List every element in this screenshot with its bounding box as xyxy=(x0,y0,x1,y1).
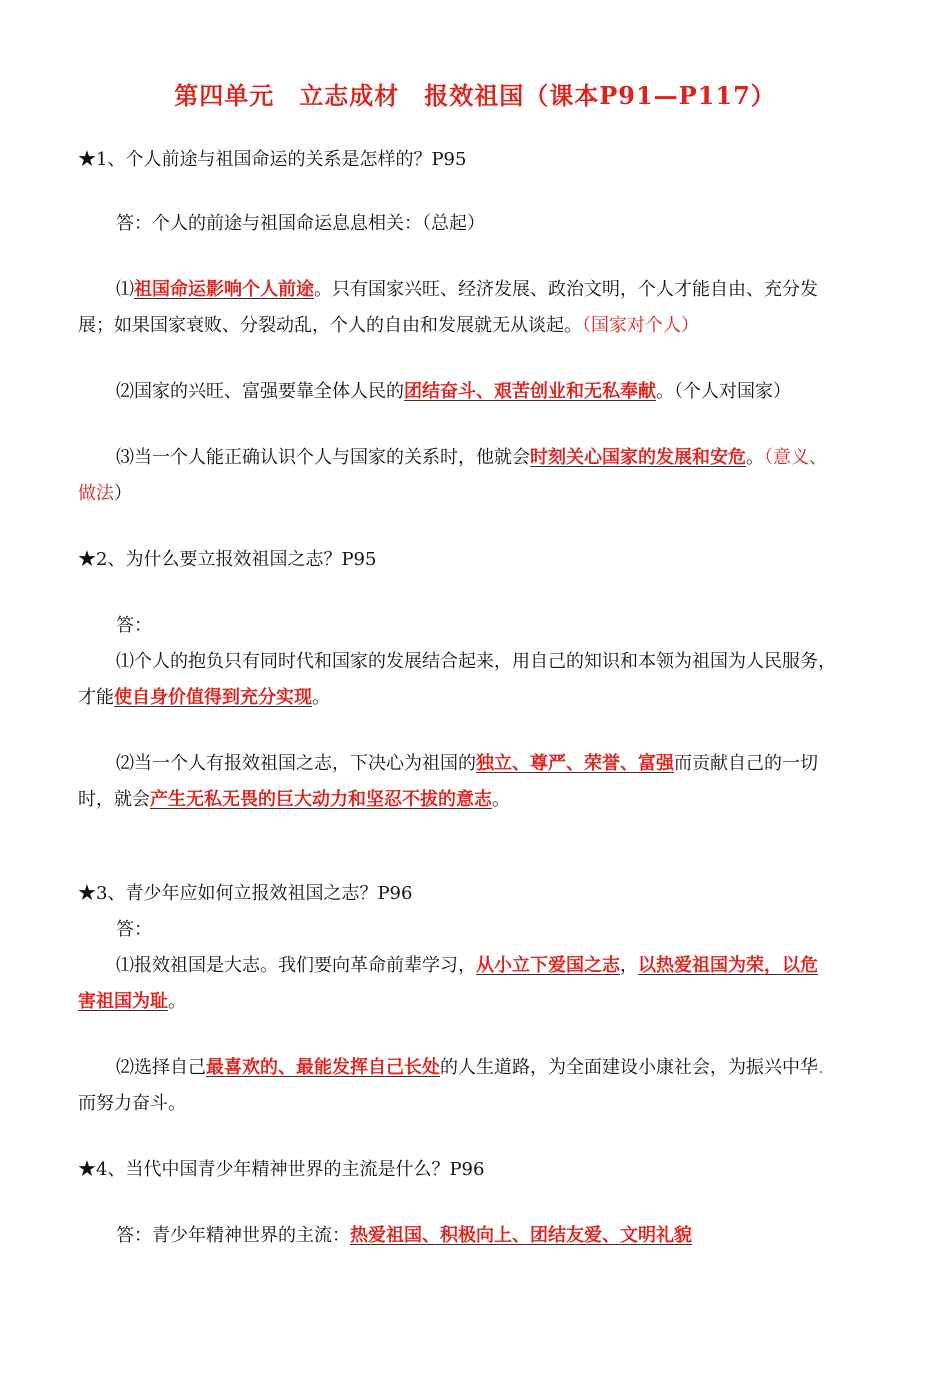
q4-answer-highlight: 热爱祖国、积极向上、团结友爱、文明礼貌 xyxy=(350,1225,692,1246)
q1-p1-line2: 展；如果国家衰败、分裂动乱，个人的自由和发展就无从谈起。 xyxy=(78,315,582,336)
q3-p2-post: 的人生道路，为全面建设小康社会，为振兴中华 xyxy=(440,1057,818,1078)
q1-p2-text: ⑵国家的兴旺、富强要靠全体人民的 xyxy=(116,381,404,402)
q4-answer-pre: 答：青少年精神世界的主流： xyxy=(116,1225,350,1246)
q3-answer-intro: 答： xyxy=(116,919,152,940)
q1-p3-note: （意义、 xyxy=(764,447,827,468)
q3-point-2-cont: 而努力奋斗。 xyxy=(78,1093,186,1114)
q3-p1-highlight-2: 以热爱祖国为荣，以危 xyxy=(638,955,818,976)
question-2: ★2、为什么要立报效祖国之志？P95 xyxy=(78,549,377,570)
page-title: 第四单元 立志成材 报效祖国（课本P91—P117） xyxy=(174,81,776,110)
q3-p1-comma: ， xyxy=(620,955,638,976)
q3-p1-pre: ⑴报效祖国是大志。我们要向革命前辈学习， xyxy=(116,955,476,976)
q1-point-1-cont xyxy=(78,314,878,338)
q1-p1-note: （国家对个人） xyxy=(582,315,699,336)
q3-p1-highlight-3: 害祖国为耻 xyxy=(78,991,168,1012)
q3-p1-highlight-1: 从小立下爱国之志 xyxy=(476,955,620,976)
q3-p2-pre: ⑵选择自己 xyxy=(116,1057,206,1078)
question-1: ★1、个人前途与祖国命运的关系是怎样的？P95 xyxy=(78,149,467,170)
q2-p2-pre2: 时，就会 xyxy=(78,789,150,810)
q2-answer-intro: 答： xyxy=(116,615,152,636)
q2-point-1: ⑴个人的抱负只有同时代和国家的发展结合起来，用自己的知识和本领为祖国为人民服务， xyxy=(116,651,836,672)
q2-p2-highlight: 独立、尊严、荣誉、富强 xyxy=(476,753,674,774)
q1-point-3 xyxy=(116,446,916,470)
q1-p3-highlight: 时刻关心国家的发展和安危 xyxy=(530,447,746,468)
question-3: ★3、青少年应如何立报效祖国之志？P96 xyxy=(78,883,413,904)
q1-p1-text: 。只有国家兴旺、经济发展、政治文明，个人才能自由、充分发 xyxy=(314,279,818,300)
q2-p1-highlight: 使自身价值得到充分实现 xyxy=(114,687,312,708)
q3-point-1-cont xyxy=(78,990,878,1014)
q3-p1-post: 。 xyxy=(168,991,186,1012)
q2-p2-post: 而贡献自己的一切 xyxy=(674,753,818,774)
q2-point-2-cont xyxy=(78,788,878,812)
q3-p2-dot: . xyxy=(818,1057,824,1078)
q2-point-1-cont xyxy=(78,686,878,710)
q1-p3-close: ） xyxy=(114,483,132,504)
q1-point-3-cont xyxy=(78,482,878,506)
q3-p2-highlight: 最喜欢的、最能发挥自己长处 xyxy=(206,1057,440,1078)
q1-p2-highlight: 团结奋斗、艰苦创业和无私奉献 xyxy=(404,381,656,402)
q1-point-1 xyxy=(116,278,916,302)
q2-point-2 xyxy=(116,752,916,776)
q4-answer xyxy=(116,1224,916,1248)
q2-p2-pre: ⑵当一个人有报效祖国之志，下决心为祖国的 xyxy=(116,753,476,774)
q1-p1-number: ⑴ xyxy=(116,279,134,300)
q3-point-1 xyxy=(116,954,916,978)
q2-p2-post2: 。 xyxy=(492,789,510,810)
q2-p2-highlight-2: 产生无私无畏的巨大动力和坚忍不拔的意志 xyxy=(150,789,492,810)
q1-answer-intro: 答：个人的前途与祖国命运息息相关：（总起） xyxy=(116,213,485,234)
q2-p1-pre: 才能 xyxy=(78,687,114,708)
question-4: ★4、当代中国青少年精神世界的主流是什么？P96 xyxy=(78,1159,485,1180)
q1-p3-note-cont: 做法 xyxy=(78,483,114,504)
q3-point-2 xyxy=(116,1056,916,1080)
q1-point-2 xyxy=(116,380,916,404)
q1-p3-period: 。 xyxy=(746,447,764,468)
q1-p2-note: 。（个人对国家） xyxy=(656,381,791,402)
q1-p1-highlight: 祖国命运影响个人前途 xyxy=(134,279,314,300)
q1-p3-text: ⑶当一个人能正确认识个人与国家的关系时，他就会 xyxy=(116,447,530,468)
q2-p1-post: 。 xyxy=(312,687,330,708)
